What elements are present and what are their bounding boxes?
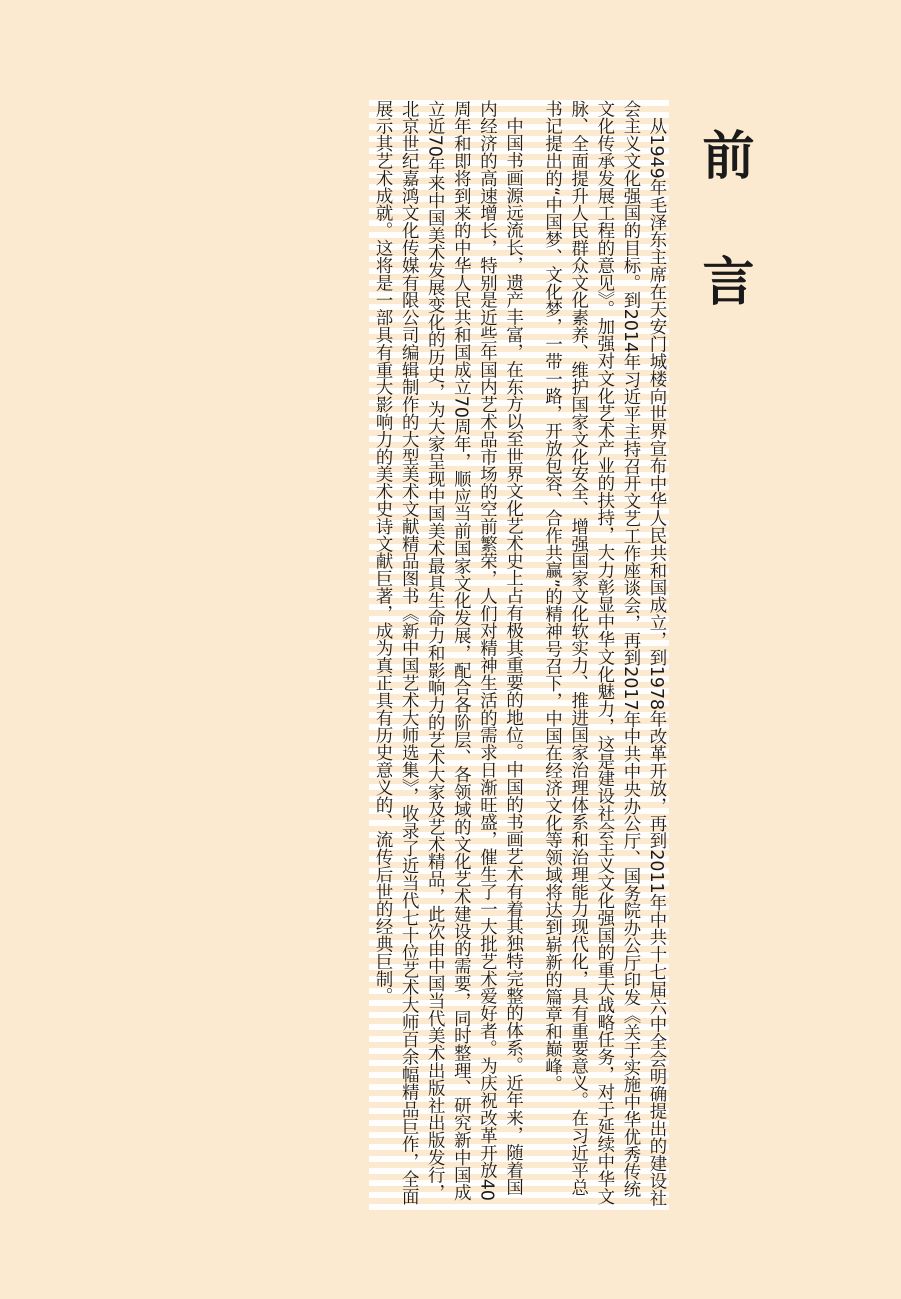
page-title: 前 言 xyxy=(693,128,754,335)
paragraph: 中国书画源远流长，遗产丰富，在东方以至世界文化艺术史上占有极其重要的地位。中国的书画艺术有着其独特完整的体系。近年来，随着国内经济的高速增长，特别是近些年国内艺术品市场的空前繁荣，人们对精神生活的需求日渐旺盛，催生了一大批艺术爱好者。为庆祝改革开放40周年和即将到来的中华人民共和国成立70周年，顺应当前国家文化发展，配合各阶层、各领域的文化艺术建设的需要，同时整理、研究新中国成立近70年来中国美术发展变化的历史，为大家呈现中国美术最具生命力和影响力的艺术大家及艺术精品，此次由中国当代美术出版社出版发行，北京世纪嘉鸿文化传媒有限公司编辑制作的大型美术文献精品图书《新中国艺术大师选集》，收录了近当代七十位艺术大师百余幅精品巨作，全面展示其艺术成就。这将是一部具有重大影响力的美术史诗文献巨著，成为真正具有历史意义的、流传后世的经典巨制。 xyxy=(372,100,523,1205)
paragraph: 从1949年毛泽东主席在天安门城楼向世界宣布中华人民共和国成立，到1978年改革开放，再到2011年中共十七届六中全会明确提出的建设社会主义文化强国的目标。到2014年习近平主持召开文艺工作座谈会，再到2017年中共中央办公厅、国务院办公厅印发《关于实施中华优秀传统文化传承发展工程的意见》。加强对文化艺术产业的扶持，大力彰显中华文化魅力，这是建设社会主义文化强国的重大战略任务，对于延续中华文脉、全面提升人民群众文化素养、维护国家文化安全、增强国家文化软实力、推进国家治理体系和治理能力现代化，具有重要意义。在习近平总书记提出的“中国梦、文化梦，一带一路，开放包容、合作共赢”的精神号召下，中国在经济文化等领域将达到崭新的篇章和巅峰。 xyxy=(541,100,666,1208)
preface-body xyxy=(369,100,669,1210)
